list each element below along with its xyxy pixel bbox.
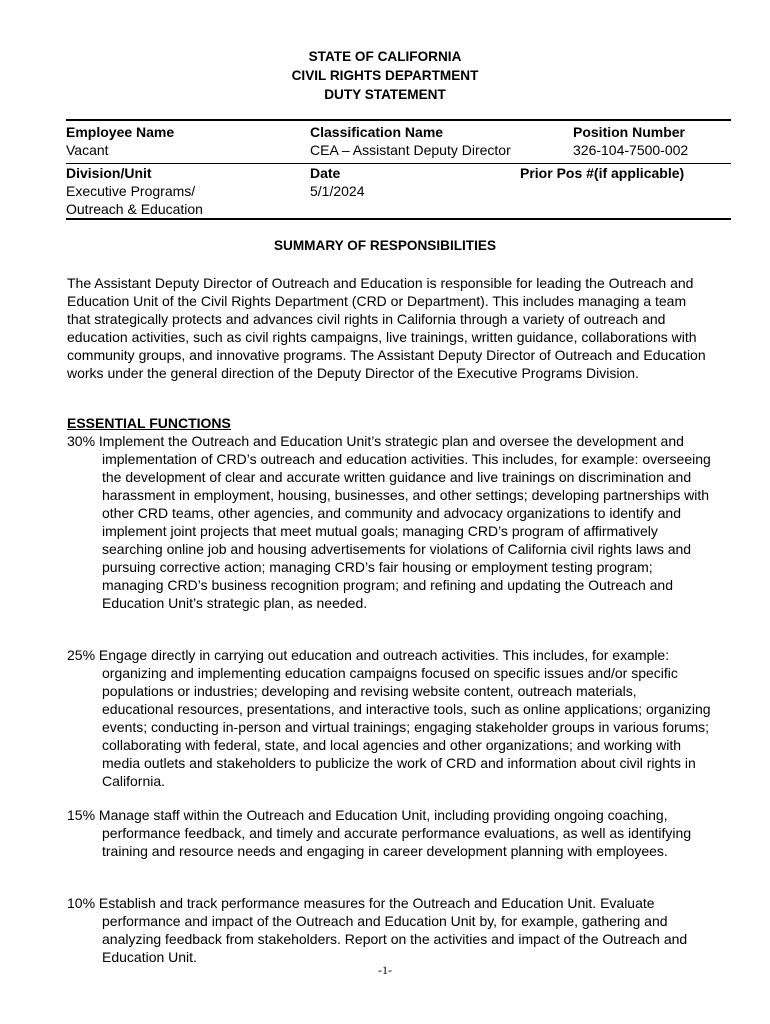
employee-name-cell [66,123,174,159]
department-title: CIVIL RIGHTS DEPARTMENT [291,68,479,83]
document-title: DUTY STATEMENT [324,87,446,102]
function-item [67,806,712,860]
position-info-table [66,119,731,220]
position-number-label: Position Number [573,124,686,140]
function-item [67,646,712,790]
function-text: Implement the Outreach and Education Unit’s strategic plan and oversee the development and implementation of CRD’s outreach and education activities. This includes, for example: overseeing the development of clear and accurate written guidance and live trainings on discrimination and harassment in employment, housing, businesses, and other settings; developing partnerships with other CRD teams, other agencies, and community and advocacy organizations to identify and implement joint projects that meet mutual goals; managing CRD’s program of affirmatively searching online job and housing advertisements for violations of California civil rights laws and pursuing corrective action; managing CRD’s fair housing or employment testing program; managing CRD’s business recognition program; and refining and updating the Outreach and Education Unit’s strategic plan, as needed. [98,433,711,611]
date-label: Date [310,165,341,181]
division-value-line2: Outreach & Education [66,201,203,217]
function-text: Engage directly in carrying out education and outreach activities. This includes, for example: organizing and implementing education campaigns focused on specific issues and/or specific populations or industries; developing and revising website content, outreach materials, educational resources, presentations, and interactive tools, such as online applications; organizing events; conducting in-person and virtual trainings; engaging stakeholder groups in various forums; collaborating with federal, state, and local agencies and other organizations; and working with media outlets and stakeholders to publicize the work of CRD and information about civil rights in California. [98,647,711,789]
date-value: 5/1/2024 [310,183,365,199]
function-item [67,432,712,612]
employee-name-label: Employee Name [66,124,175,140]
summary-heading: SUMMARY OF RESPONSIBILITIES [273,238,497,253]
division-cell [66,164,203,218]
division-label: Division/Unit [66,165,152,181]
essential-functions-heading: ESSENTIAL FUNCTIONS [67,415,231,431]
prior-pos-label: Prior Pos #(if applicable) [520,165,685,181]
division-value-line1: Executive Programs/ [66,183,196,199]
document-header [0,47,770,104]
function-percent: 25% [67,647,96,663]
state-title: STATE OF CALIFORNIA [308,49,462,64]
employee-name-value: Vacant [66,142,109,158]
function-item [67,894,712,966]
position-number-value: 326-104-7500-002 [573,142,689,158]
function-text: Manage staff within the Outreach and Education Unit, including providing ongoing coaching, performance feedback, and timely and accurate performance evaluations, as well as identifying training and resource needs and engaging in career development planning with employees. [98,807,692,859]
position-number-cell [573,123,688,159]
function-percent: 30% [67,433,96,449]
prior-pos-cell [520,164,684,182]
function-text: Establish and track performance measures for the Outreach and Education Unit. Evaluate performance and impact of the Outreach and Education Unit by, for example, gathering and analyzing feedback from stakeholders. Report on the activities and impact of the Outreach and Education Unit. [98,895,688,965]
classification-label: Classification Name [310,124,444,140]
function-percent: 10% [67,895,96,911]
function-percent: 15% [67,807,96,823]
summary-paragraph: The Assistant Deputy Director of Outreach and Education is responsible for leading the Outreach and Education Unit of the Civil Rights Department (CRD or Department). This includes managing a team that strategically protects and advances civil rights in California through a variety of outreach and education activities, such as civil rights campaigns, live trainings, written guidance, collaborations with community groups, and innovative programs. The Assistant Deputy Director of Outreach and Education works under the general direction of the Deputy Director of the Executive Programs Division. [67,275,706,382]
classification-value: CEA – Assistant Deputy Director [310,142,511,158]
page-number: -1- [378,963,392,977]
classification-cell [310,123,511,159]
date-cell [310,164,365,200]
